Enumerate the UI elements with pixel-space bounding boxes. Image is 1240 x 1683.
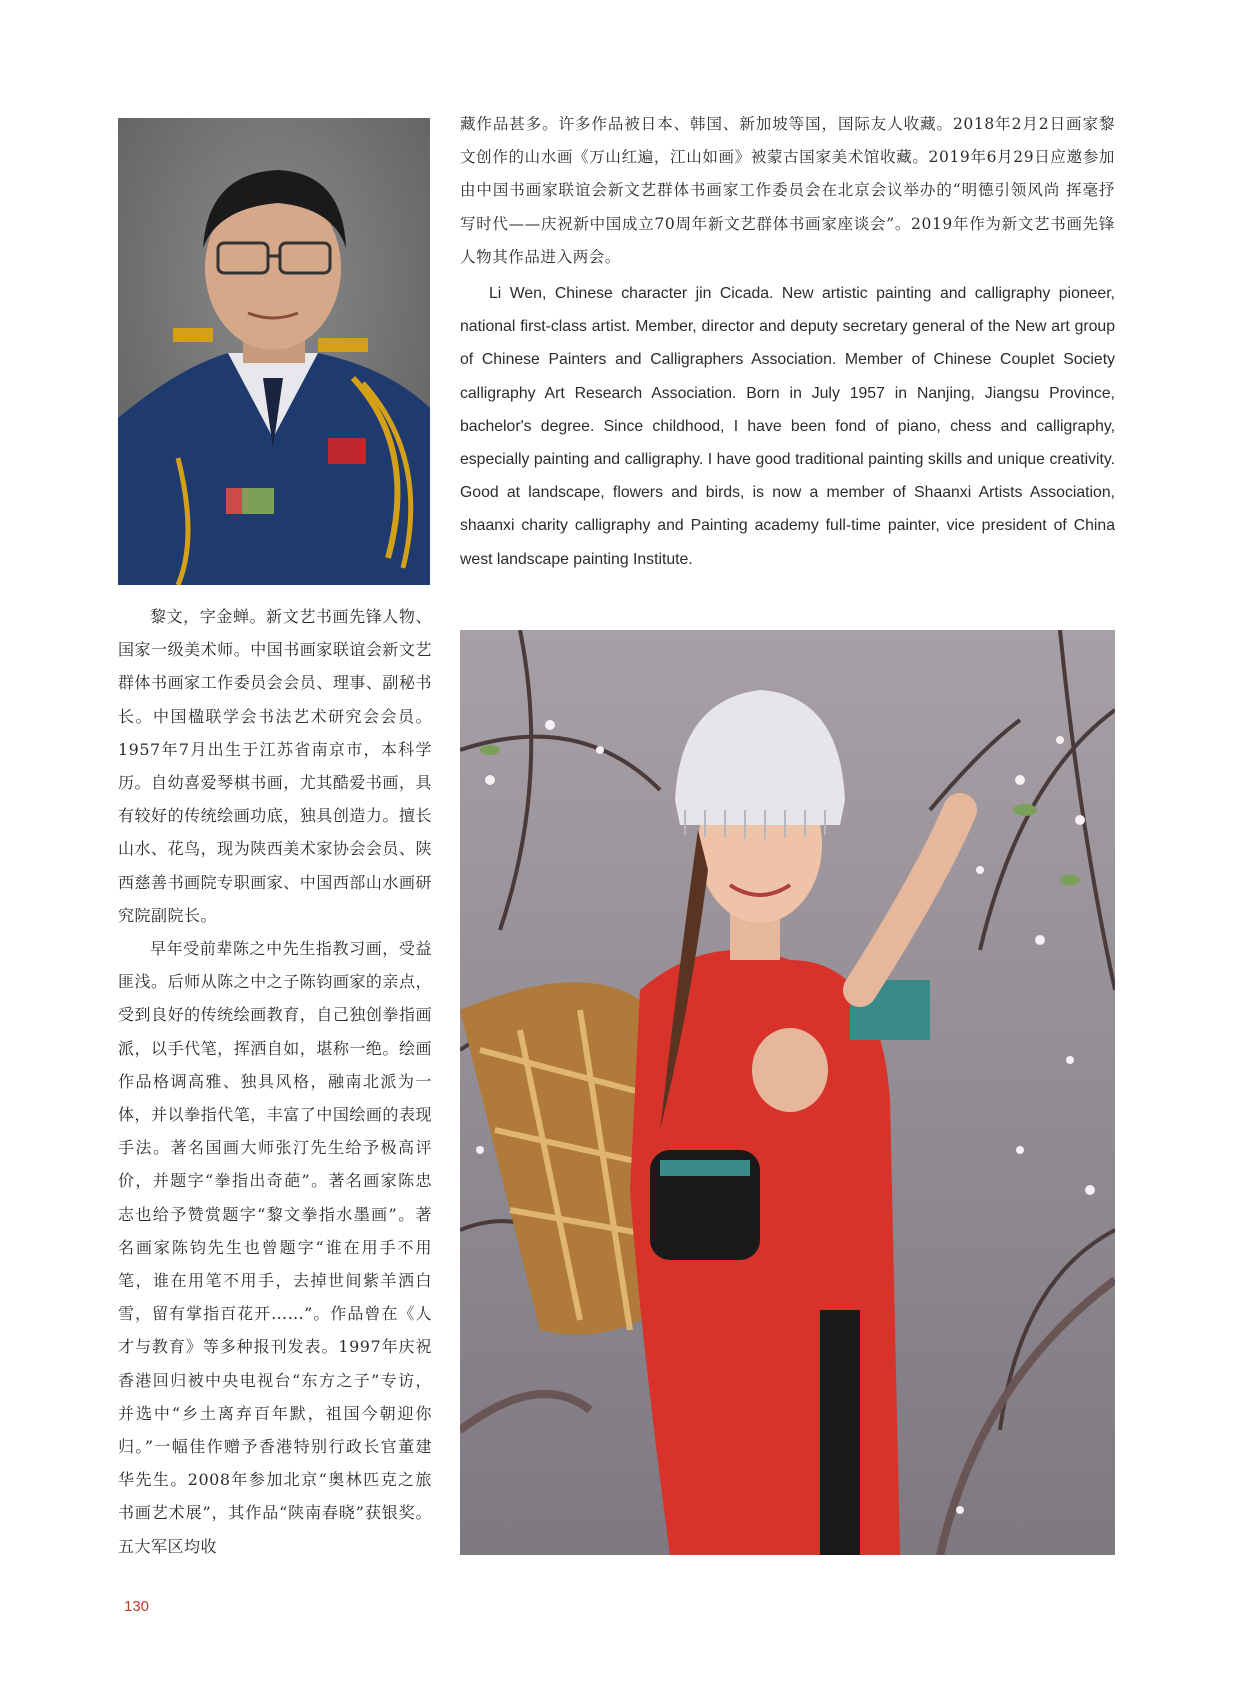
page-number: 130 [124,1598,150,1615]
biography-paragraph-1: 黎文，字金蝉。新文艺书画先锋人物、国家一级美术师。中国书画家联谊会新文艺群体书画家工作委员会会员、理事、副秘书长。中国楹联学会书法艺术研究会会员。1957年7月出生于江苏省南京市，本科学历。自幼喜爱琴棋书画，尤其酷爱书画，具有较好的传统绘画功底，独具创造力。擅长山水、花鸟，现为陕西美术家协会会员、陕西慈善书画院专职画家、中国西部山水画研究院副院长。 [118,607,432,925]
english-paragraph: Li Wen, Chinese character jin Cicada. New artistic painting and calligraphy pioneer, national first-class artist. Member, director and deputy secretary general of the New art group of Chinese Painters and Calligraphers Association. Member of Chinese Couplet Society calligraphy Art Research Association. Born in July 1957 in Nanjing, Jiangsu Province, bachelor's degree. Since childhood, I have been fond of piano, chess and calligraphy, especially painting and calligraphy. I have good traditional painting skills and unique creativity. Good at landscape, flowers and birds, is now a member of Shaanxi Artists Association, shaanxi charity calligraphy and Painting academy full-time painter, vice president of China west landscape painting Institute. [460,285,1115,568]
left-chinese-column [118,600,432,1563]
painting-image [460,630,1115,1555]
right-chinese-text [460,108,1115,274]
biography-paragraph-2: 早年受前辈陈之中先生指教习画，受益匪浅。后师从陈之中之子陈钧画家的亲点，受到良好的传统绘画教育，自己独创拳指画派，以手代笔，挥洒自如，堪称一绝。绘画作品格调高雅、独具风格，融南北派为一体，并以拳指代笔，丰富了中国绘画的表现手法。著名国画大师张汀先生给予极高评价，并题字“拳指出奇葩”。著名画家陈忠志也给予赞赏题字“黎文拳指水墨画”。著名画家陈钧先生也曾题字“谁在用手不用笔，谁在用笔不用手，去掉世间紫羊洒白雪，留有掌指百花开……”。作品曾在《人才与教育》等多种报刊发表。1997年庆祝香港回归被中央电视台“东方之子”专访，并选中“乡土离弃百年默，祖国今朝迎你归。”一幅佳作赠予香港特别行政长官董建华先生。2008年参加北京“奥林匹克之旅书画艺术展”，其作品“陕南春晓”获银奖。五大军区均收 [118,939,432,1556]
chinese-paragraph-continued: 藏作品甚多。许多作品被日本、韩国、新加坡等国，国际友人收藏。2018年2月2日画家黎文创作的山水画《万山红遍，江山如画》被蒙古国家美术馆收藏。2019年6月29日应邀参加由中国书画家联谊会新文艺群体书画家工作委员会在北京会议举办的“明德引领风尚 挥毫抒写时代——庆祝新中国成立70周年新文艺群体书画家座谈会”。2019年作为新文艺书画先锋人物其作品进入两会。 [460,115,1115,266]
english-text-block [460,277,1115,576]
artist-portrait-photo [118,118,430,585]
